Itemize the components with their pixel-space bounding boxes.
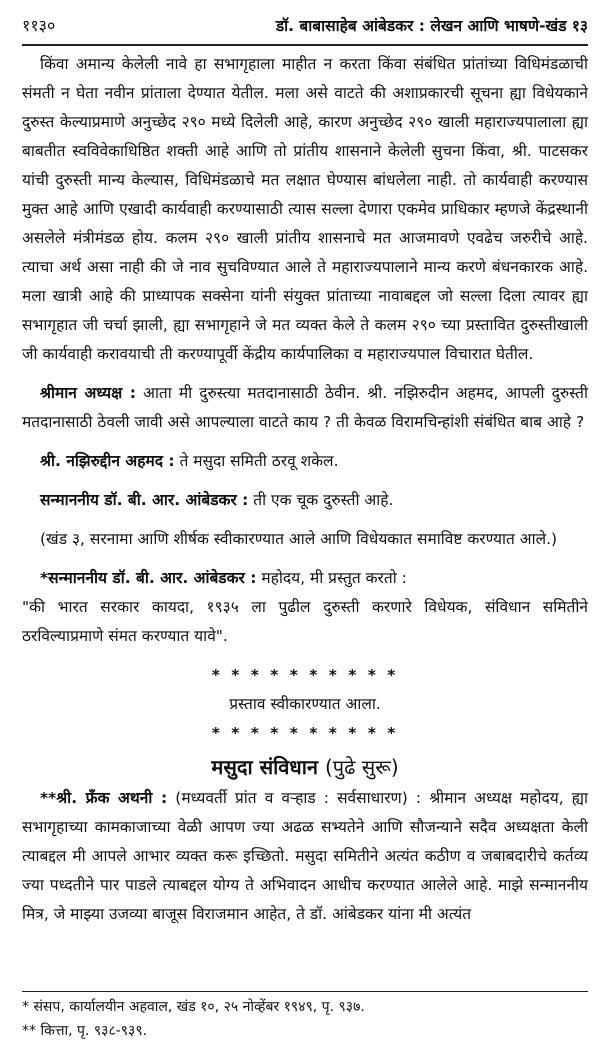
speech-text: ती एक चूक दुरुस्ती आहे. <box>253 491 394 509</box>
speech-anthony <box>22 784 588 929</box>
running-title: डॉ. बाबासाहेब आंबेडकर : लेखन आणि भाषणे-खंड १३ <box>275 17 588 35</box>
section-title: मसुदा संविधान <box>211 755 319 779</box>
page-body <box>22 50 588 929</box>
speech-ambedkar-1 <box>22 486 588 515</box>
speaker-name: **श्री. फ्रँक अथनी : <box>40 789 168 807</box>
speaker-name: *सन्माननीय डॉ. बी. आर. आंबेडकर : <box>40 569 257 587</box>
speech-ambedkar-2 <box>22 564 588 593</box>
separator-stars: * * * * * * * * * * <box>211 724 399 742</box>
footnote-rule <box>22 991 588 992</box>
speech-text: आता मी दुरुस्त्या मतदानासाठी ठेवीन. श्री. नझिरुदीन अहमद, आपली दुरुस्ती मतदानासाठी ठेवली जावी असे आपल्याला वाटते काय ? ती केवळ विरामचिन्हांशी संबंधित बाब आहे ? <box>22 384 589 431</box>
running-header <box>22 10 588 40</box>
speaker-name: श्री. नझिरुद्दीन अहमद : <box>40 452 175 470</box>
speech-naziruddin <box>22 447 588 476</box>
motion-adopted: प्रस्ताव स्वीकारण्यात आला. <box>229 695 381 713</box>
procedural-note: (खंड ३, सरनामा आणि शीर्षक स्वीकारण्यात आले आणि विधेयकात समाविष्ट करण्यात आले.) <box>40 530 558 548</box>
speaker-name: सन्माननीय डॉ. बी. आर. आंबेडकर : <box>40 491 249 509</box>
speech-text: ते मसुदा समिती ठरवू शकेल. <box>179 452 339 470</box>
motion-text: "की भारत सरकार कायदा, १९३५ ला पुढील दुरुस्ती करणारे विधेयक, संविधान समितीने ठरविल्याप्रमाणे संमत करण्यात यावे". <box>22 598 588 645</box>
speaker-name: श्रीमान अध्यक्ष : <box>40 384 136 402</box>
speech-text: महोदय, मी प्रस्तुत करतो : <box>261 569 407 587</box>
footnotes <box>22 995 588 1043</box>
page-number: ११३० <box>22 16 56 35</box>
section-subtitle: (पुढे सुरू) <box>324 755 399 779</box>
footnote-1: * संसप, कार्यालयीन अहवाल, खंड १०, २५ नोव्हेंबर १९४९, पृ. ९३७. <box>22 999 365 1015</box>
speech-president <box>22 379 588 437</box>
paragraph-1: किंवा अमान्य केलेली नावे हा सभागृहाला माहीत न करता किंवा संबंधित प्रांतांच्या विधिमंडळाची संमती न घेता नवीन प्रांताला देण्यात येतील. मला असे वाटते की अशाप्रकारची सूचना ह्या विधेयकाने दुरुस्त केल्याप्रमाणे अनुच्छेद २९० मध्ये दिलेली आहे, कारण अनुच्छेद २९० खाली महाराज्यपालाला ह्या बाबतीत स्वविवेकाधिष्ठित शक्ती आहे आणि तो प्रांतीय शासनाने केलेली सुचना किंवा, श्री. पाटसकर यांची दुरुस्ती मान्य केल्यास, विधिमंडळाचे मत लक्षात घेण्यास बांधलेला नाही. तो कार्यवाही करण्यास मुक्त आहे आणि एखादी कार्यवाही करण्यासाठी त्यास सल्ला देणारा एकमेव प्राधिकार म्हणजे केंद्रस्थानी असलेले मंत्रीमंडळ होय. कलम २९० खाली प्रांतीय शासनाचे मत आजमावणे एवढेच जरुरीचे आहे. त्याचा अर्थ असा नाही की जे नाव सुचविण्यात आले ते महाराज्यपालाने मान्य करणे बंधनकारक आहे. मला खात्री आहे की प्राध्यापक सक्सेना यांनी संयुक्त प्रांताच्या नावाबद्दल जो सल्ला दिला त्यावर ह्या सभागृहात जी चर्चा झाली, ह्या सभागृहाने जे मत व्यक्त केले ते कलम २९० च्या प्रस्तावित दुरुस्तीखाली जी कार्यवाही करावयाची ती करण्यापूर्वी केंद्रीय कार्यपालिका व महाराज्यपाल विचारात घेतील. <box>22 55 588 363</box>
footnote-2: ** कित्ता, पृ. ९३८-९३९. <box>22 1023 148 1039</box>
header-rule <box>22 44 588 46</box>
speech-text: (मध्यवर्ती प्रांत व वऱ्हाड : सर्वसाधारण) : श्रीमान अध्यक्ष महोदय, ह्या सभागृहाच्या कामकाजाच्या वेळी आपण ज्या अढळ सभ्यतेने आणि सौजन्याने सदैव अध्यक्षता केली त्याबद्दल मी आपले आभार व्यक्त करू इच्छितो. मसुदा समितीने अत्यंत कठीण व जबाबदारीचे कर्तव्य ज्या पध्दतीने पार पाडले त्याबद्दल योग्य ते अभिवादन आधीच करण्यात आलेले आहे. माझे सन्माननीय मित्र, जे माझ्या उजव्या बाजूस विराजमान आहेत, ते डॉ. आंबेडकर यांना मी अत्यंत <box>22 789 588 923</box>
document-page <box>22 0 588 1064</box>
section-heading <box>22 750 588 784</box>
separator-stars: * * * * * * * * * * <box>211 666 399 684</box>
